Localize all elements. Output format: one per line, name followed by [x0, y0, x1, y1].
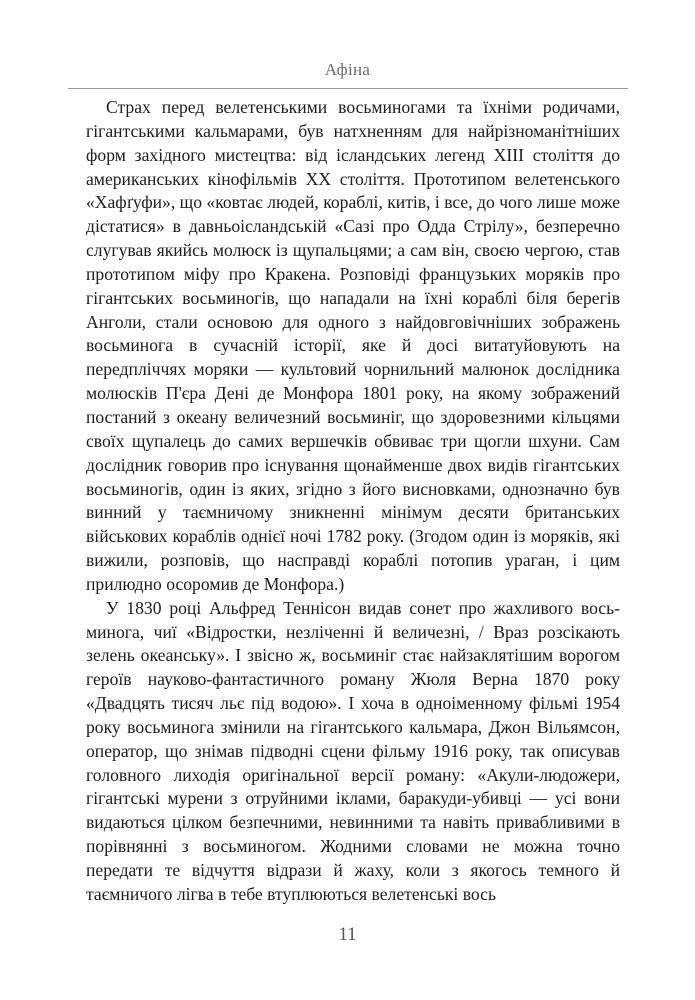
paragraph-1: Страх перед велетенськими восьминогами та їхніми родичами, гігантськими кальмарами, був натхненням для найрізноманітніших форм західного мистецтва: від ісландських легенд XIII століття до американських кінофільмів XX століття. Прототипом велетенського «Хафґуфи», що «ковтає людей, кораблі, китів, і все, до чого лише може дістатися» в давньоісландській «Сазі про Одда Стрілу», безперечно слугував якийсь молюск із щупальцями; а сам він, своєю чергою, став прототипом міфу про Кракена. Розповіді французьких моряків про гігантських восьминогів, що нападали на їхні кораблі біля берегів Анголи, стали основою для одного з найдовговічніших зображень восьминога в сучасній історії, яке й досі витатуйовують на передпліччях моряки — культовий чорнильний малюнок дослідника молюсків П'єра Дені де Монфора 1801 року, на якому зображений постаний з океану величезний восьминіг, що здоровезними кільцями своїх щупалець до самих вершечків обвиває три щогли шхуни. Сам дослідник говорив про існування щонайменше двох видів гігантських восьминогів, один із яких, згідно з його висновками, однозначно був винний у таємничому зникненні мінімум десяти британських військових кораблів однієї ночі 1782 року. (Згодом один із моряків, які вижили, розповів, що насправді кораблі потопив ураган, і цим прилюдно осоромив де Монфора.)	[86, 97, 620, 594]
header-rule	[68, 88, 628, 89]
body-text	[86, 96, 620, 907]
page-number: 11	[338, 924, 357, 945]
running-header: Афіна	[324, 60, 371, 79]
paragraph-2: У 1830 році Альфред Теннісон видав сонет про жахливого восьминога, чиї «Відростки, незліченні й величезні, / Враз розсікають зелень океанську». І звісно ж, восьминіг стає найзаклятішим ворогом героїв науково-фантастичного роману Жюля Верна 1870 року «Двадцять тисяч льє під водою». І хоча в одноіменному фільмі 1954 року восьминога змінили на гігантського кальмара, Джон Вільямсон, оператор, що знімав підводні сцени фільму 1916 року, так описував головного лиходія оригінальної версії роману: «Акули-людожери, гігантські мурени з отруйними іклами, баракуди-убивці — усі вони видаються цілком безпечними, невинними та навіть привабливими в порівнянні з восьминогом. Жодними словами не можна точно передати те відчуття відрази й жаху, коли з якогось темного й таємничого лігва в тебе втуплюються велетенські вось	[86, 597, 620, 904]
